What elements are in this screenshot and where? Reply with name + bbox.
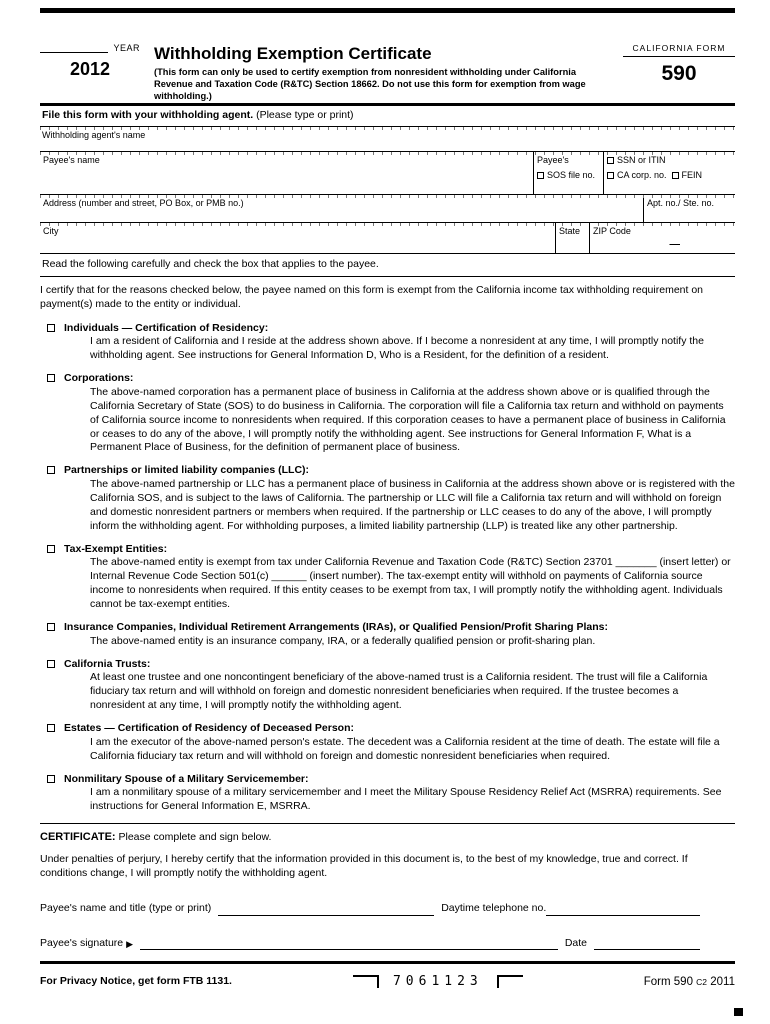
comb-guides — [40, 152, 735, 155]
apt-label: Apt. no./ Ste. no. — [647, 197, 715, 208]
zip-plus4-dash: — — [669, 237, 680, 250]
address-row — [40, 195, 735, 223]
payee-label: Payee's — [537, 154, 569, 165]
section-title: Estates — Certification of Residency of Deceased Person: — [64, 722, 355, 735]
alignment-mark-right — [497, 975, 523, 988]
section-title: California Trusts: — [64, 657, 151, 670]
comb-guides — [40, 195, 735, 198]
year-label-row — [40, 43, 140, 55]
section-tax-exempt — [47, 543, 735, 612]
individuals-checkbox[interactable] — [47, 324, 55, 332]
scanband-group — [353, 975, 523, 988]
ssn-itin-checkbox[interactable] — [607, 157, 614, 164]
california-form-label: CALIFORNIA FORM — [623, 43, 735, 57]
file-instruction — [40, 106, 735, 126]
ca-corp-checkbox[interactable] — [607, 172, 614, 179]
city-field[interactable] — [40, 223, 555, 253]
section-california-trusts — [47, 658, 735, 713]
payee-name-field[interactable] — [40, 152, 533, 194]
year-label: YEAR — [113, 43, 140, 53]
sos-file-checkbox[interactable] — [537, 172, 544, 179]
ssn-itin-label: SSN or ITIN — [617, 154, 666, 165]
certificate-heading — [40, 830, 735, 845]
section-title: Partnerships or limited liability companies (LLC): — [64, 464, 310, 477]
payee-signature-blank[interactable] — [140, 937, 558, 950]
section-nonmilitary-spouse — [47, 773, 735, 815]
section-text: At least one trustee and one noncontingent beneficiary of the above-named trust is a California resident. The trust will file a California fiduciary tax return and will withhold on foreign and domestic nonresident beneficiaries when required. If the trustee becomes a nonresident at any time, I will promptly notify the withholding agent. — [90, 671, 708, 712]
apt-field[interactable] — [643, 195, 735, 222]
read-instruction-rule — [40, 276, 735, 277]
section-text: I am a resident of California and I reside at the address shown above. If I become a nonresident at any time, I will promptly notify the withholding agent. See instructions for General Information D, Who is a Resident, for the definition of a resident. — [90, 335, 704, 362]
alignment-mark-left — [353, 975, 379, 988]
form-footer — [40, 961, 735, 990]
state-field[interactable] — [555, 223, 589, 253]
withholding-agent-name-field[interactable] — [40, 127, 735, 152]
privacy-notice: For Privacy Notice, get form FTB 1131. — [40, 974, 232, 987]
section-text: I am a nonmilitary spouse of a military servicemember and I meet the Military Spouse Residency Relief Act (MSRRA) requirements. See instructions for General Information E, MSRRA. — [90, 786, 722, 813]
payee-row — [40, 152, 735, 195]
withholding-agent-name-label: Withholding agent's name — [42, 129, 146, 140]
tax-exempt-checkbox[interactable] — [47, 545, 55, 553]
form-id-code: C2 — [696, 976, 708, 987]
daytime-phone-label: Daytime telephone no. — [441, 901, 547, 914]
signature-row — [40, 937, 735, 951]
tax-id-type-cell — [603, 152, 735, 194]
section-individuals — [47, 322, 735, 364]
file-instruction-note: (Please type or print) — [253, 109, 354, 122]
signature-arrow-icon: ▶ — [126, 938, 134, 949]
year-underline — [40, 52, 108, 53]
fein-checkbox[interactable] — [672, 172, 679, 179]
corporations-checkbox[interactable] — [47, 374, 55, 382]
address-field[interactable] — [40, 195, 643, 222]
footer-rule — [40, 961, 735, 964]
address-label: Address (number and street, PO Box, or PMB no.) — [43, 197, 244, 208]
certify-statement: I certify that for the reasons checked below, the payee named on this form is exempt from the California income tax withholding requirement on payment(s) made to the entity or individual. — [40, 283, 704, 310]
form-id-name: Form 590 — [643, 975, 693, 988]
read-instruction: Read the following carefully and check the box that applies to the payee. — [42, 257, 379, 270]
payee-signature-label: Payee's signature — [40, 936, 124, 949]
estates-checkbox[interactable] — [47, 724, 55, 732]
section-estates — [47, 722, 735, 764]
scanband-number: 7061123 — [392, 973, 483, 989]
form-header — [40, 43, 735, 103]
section-insurance — [47, 621, 735, 649]
date-blank[interactable] — [594, 937, 700, 950]
california-trusts-checkbox[interactable] — [47, 660, 55, 668]
form-number-block — [623, 43, 735, 103]
section-text: The above-named partnership or LLC has a permanent place of business in California at the address shown above or is registered with the California SOS, and is subject to the laws of California. The partnership or LLC will file a California tax return and will withhold on foreign and domestic nonresident partners or members when required. If the partnership or LLC ceases to do any of the above, I will promptly inform the withholding agent. For withholding purposes, a limited liability partnership (LLP) is treated like any other partnership. — [90, 478, 735, 532]
partnerships-checkbox[interactable] — [47, 466, 55, 474]
perjury-statement: Under penalties of perjury, I hereby certify that the information provided in this document is, to the best of my knowledge, true and correct. If conditions change, I will promptly notify the withholding agent. — [40, 853, 688, 879]
daytime-phone-blank[interactable] — [546, 903, 700, 916]
form-subtitle: (This form can only be used to certify exemption from nonresident withholding under California Revenue and Taxation Code (R&TC) Section 18662. Do not use this form for exemption from wage withholding.) — [154, 67, 586, 102]
section-title: Insurance Companies, Individual Retirement Arrangements (IRAs), or Qualified Pension/Profit Sharing Plans: — [64, 620, 608, 633]
fein-label: FEIN — [681, 169, 703, 180]
certificate-rule — [40, 823, 735, 824]
city-label: City — [43, 225, 59, 236]
section-text: I am the executor of the above-named person's estate. The decedent was a California resident at the time of death. The estate will file a California fiduciary tax return and will withhold on foreign and domestic nonresident beneficiaries when required. — [90, 735, 720, 762]
section-title: Nonmilitary Spouse of a Military Servicemember: — [64, 772, 309, 785]
payee-name-title-label: Payee's name and title (type or print) — [40, 901, 212, 914]
section-text: The above-named entity is an insurance company, IRA, or a federally qualified pension or profit-sharing plan. — [90, 634, 596, 647]
year-value: 2012 — [69, 58, 111, 79]
exemption-sections — [40, 322, 735, 815]
section-text: The above-named entity is exempt from tax under California Revenue and Taxation Code (R&TC) Section 23701 _______ (insert letter) or Internal Revenue Code Section 501(c) ______ (insert number). The tax-exempt entity will withhold on payments of California source income to nonresidents when required. If this entity ceases to be exempt from tax, I will promptly notify the withholding agent. Individuals cannot be tax-exempt entities. — [90, 556, 731, 611]
name-title-row — [40, 902, 735, 916]
title-block — [140, 43, 623, 103]
form-title: Withholding Exemption Certificate — [154, 44, 432, 63]
top-rule — [40, 8, 735, 13]
payee-name-label: Payee's name — [43, 154, 100, 165]
sos-file-label: SOS file no. — [547, 169, 596, 180]
zip-label: ZIP Code — [593, 225, 631, 236]
payee-id-type-cell — [533, 152, 603, 194]
year-block — [40, 43, 140, 103]
file-instruction-bold: File this form with your withholding agent. — [42, 109, 254, 122]
certificate-heading-label: CERTIFICATE: — [40, 831, 116, 844]
certificate-heading-note: Please complete and sign below. — [115, 831, 272, 844]
state-label: State — [559, 225, 581, 236]
section-corporations — [47, 372, 735, 455]
section-title: Corporations: — [64, 372, 134, 385]
insurance-checkbox[interactable] — [47, 623, 55, 631]
nonmilitary-spouse-checkbox[interactable] — [47, 775, 55, 783]
registration-mark — [734, 1008, 743, 1016]
form-number: 590 — [661, 62, 697, 86]
comb-guides — [40, 127, 735, 130]
zip-field[interactable] — [589, 223, 735, 253]
section-title: Tax-Exempt Entities: — [64, 542, 168, 555]
ca-corp-label: CA corp. no. — [617, 169, 667, 180]
form-id-year: 2011 — [710, 975, 735, 988]
section-partnerships — [47, 464, 735, 533]
section-text: The above-named corporation has a permanent place of business in California at the address shown above or is qualified through the California Secretary of State (SOS) to do business in California. The corporation will file a California tax return and withhold on payments of California source income to nonresidents when required. If this corporation ceases to have a permanent place of business in California or ceases to do any of the above, I will promptly notify the withholding agent. See instructions for General Information F, What is a Permanent Place of Business, for the definition of permanent place of business. — [90, 385, 726, 454]
payee-name-title-blank[interactable] — [218, 903, 434, 916]
date-label: Date — [564, 936, 587, 949]
city-state-zip-row — [40, 223, 735, 254]
section-title: Individuals — Certification of Residency: — [64, 321, 269, 334]
form-id — [644, 975, 735, 990]
